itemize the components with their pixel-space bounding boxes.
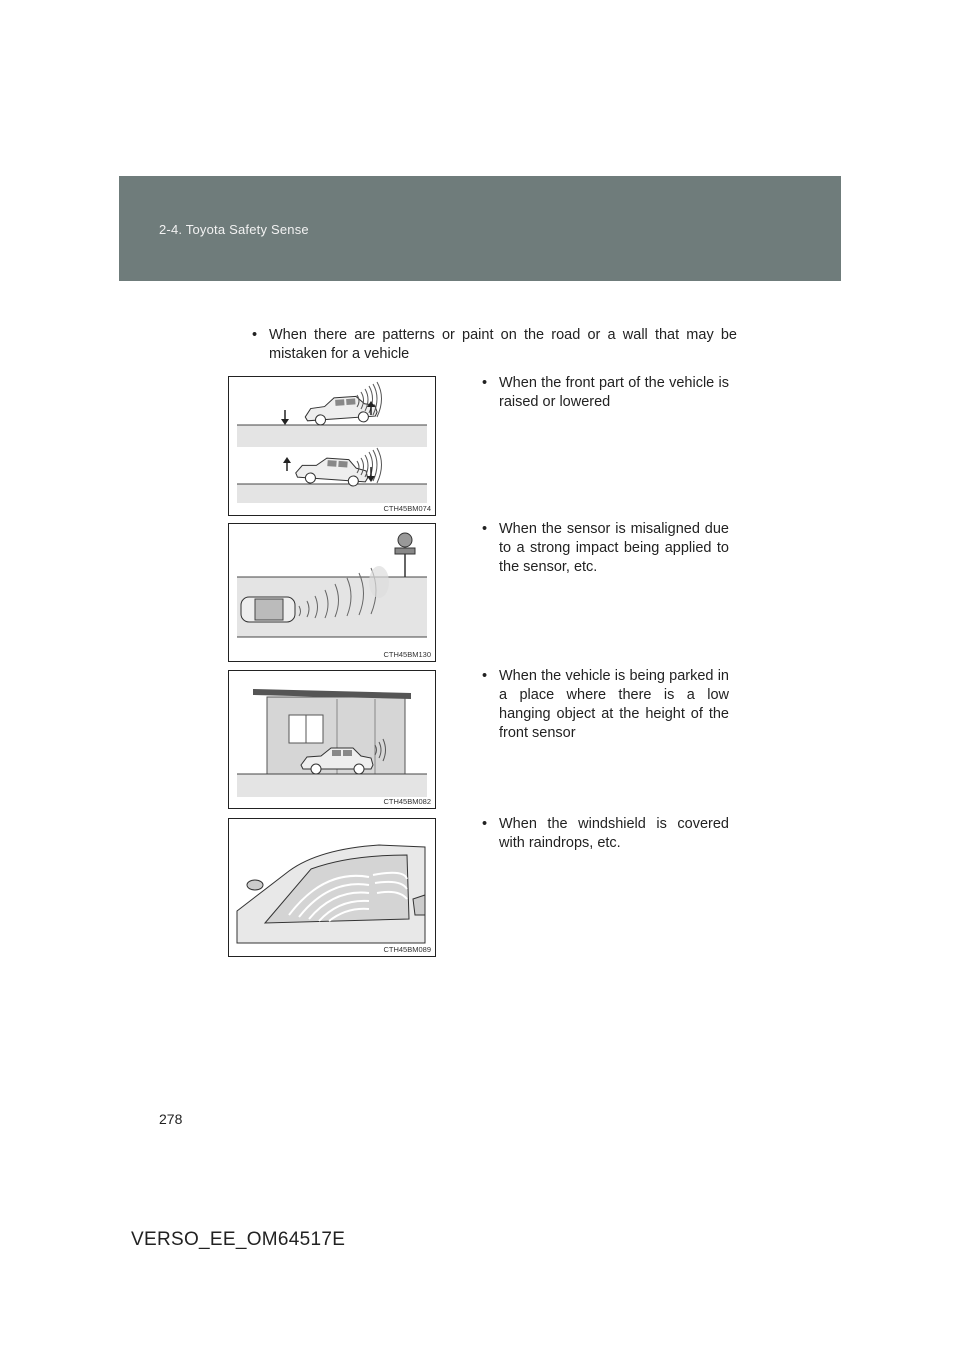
figure-parked-car xyxy=(228,670,436,809)
section-header xyxy=(119,176,841,281)
page-number: 278 xyxy=(159,1111,183,1127)
bullet-marker: • xyxy=(482,816,488,832)
figure-windshield xyxy=(228,818,436,957)
document-id: VERSO_EE_OM64517E xyxy=(131,1229,346,1250)
section-title: 2-4. Toyota Safety Sense xyxy=(159,222,309,237)
intro-bullet xyxy=(252,326,737,364)
item-text: When the sensor is misaligned due to a strong impact being applied to the sensor, etc. xyxy=(499,521,729,575)
windshield-raindrops-illustration xyxy=(229,819,435,956)
bullet-marker: • xyxy=(482,375,488,391)
item-2 xyxy=(482,520,729,577)
figure-code: CTH45BM089 xyxy=(383,945,431,954)
bullet-marker: • xyxy=(252,327,258,343)
figure-code: CTH45BM130 xyxy=(383,650,431,659)
figure-car-tilt xyxy=(228,376,436,516)
figure-code: CTH45BM082 xyxy=(383,797,431,806)
item-3 xyxy=(482,667,729,743)
parked-car-illustration xyxy=(229,671,435,808)
bullet-marker: • xyxy=(482,521,488,537)
figure-code: CTH45BM074 xyxy=(383,504,431,513)
item-text: When the windshield is covered with raindrops, etc. xyxy=(499,816,729,851)
item-text: When the front part of the vehicle is raised or lowered xyxy=(499,375,729,410)
item-4 xyxy=(482,815,729,853)
item-text: When the vehicle is being parked in a place where there is a low hanging object at the height of the front sensor xyxy=(499,668,729,741)
figure-sensor-misaligned xyxy=(228,523,436,662)
car-tilt-illustration xyxy=(229,377,435,515)
intro-text: When there are patterns or paint on the road or a wall that may be mistaken for a vehicle xyxy=(269,327,737,362)
sensor-misaligned-illustration xyxy=(229,524,435,661)
bullet-marker: • xyxy=(482,668,488,684)
item-1 xyxy=(482,374,729,412)
